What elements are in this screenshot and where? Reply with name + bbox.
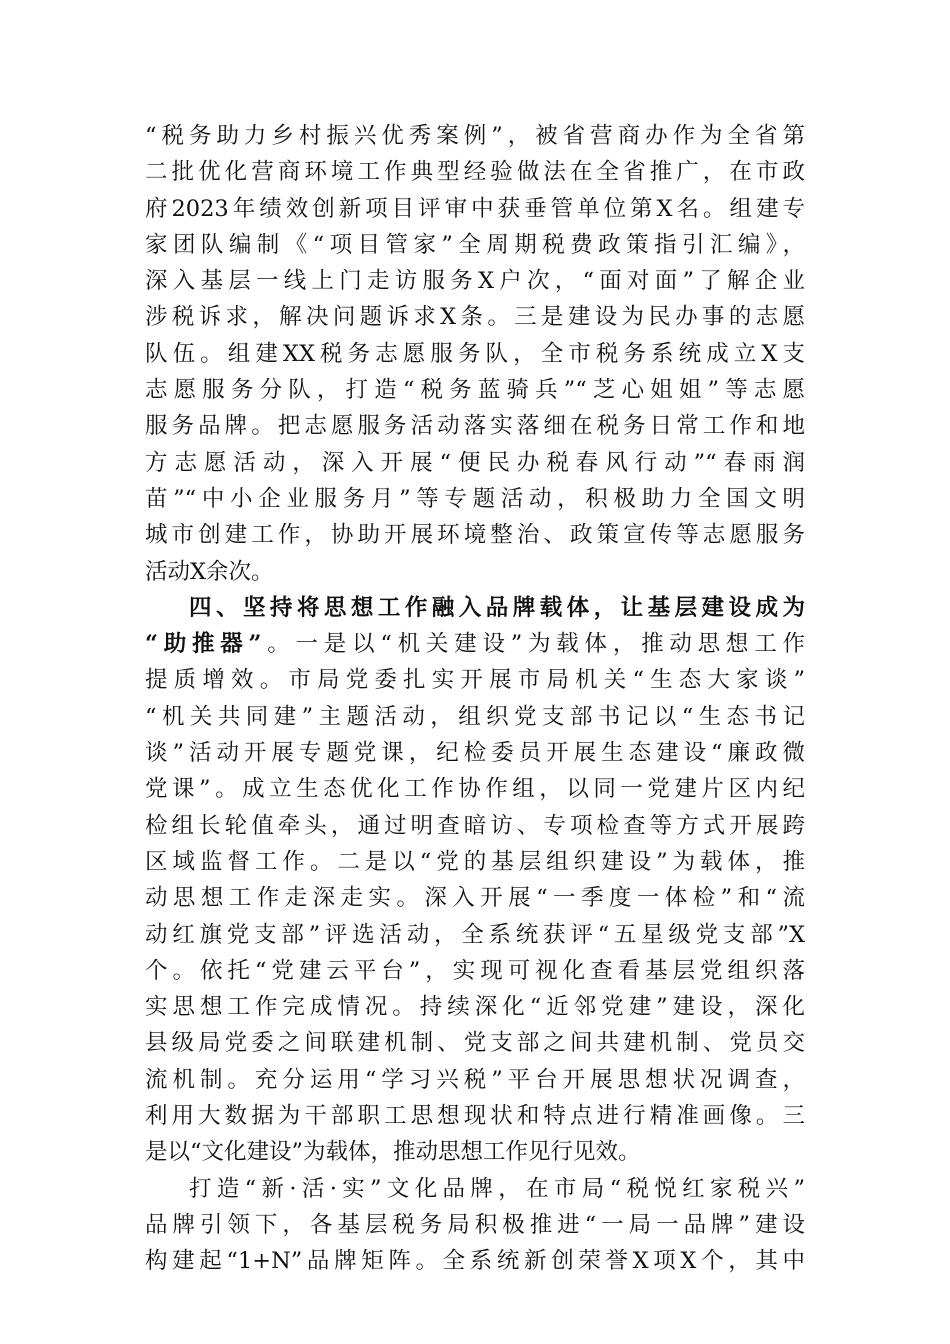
- text-line: 党课”。成立生态优化工作协作组，以同一党建片区内纪: [145, 776, 805, 803]
- section-heading-tail: “助推器”: [145, 631, 262, 658]
- section-heading: 四、坚持将思想工作融入品牌载体，让基层建设成为: [189, 594, 805, 621]
- text-line: 品牌引领下，各基层税务局积极推进“一局一品牌”建设: [145, 1211, 805, 1238]
- text-line: 谈”活动开展专题党课，纪检委员开展生态建设“廉政微: [145, 740, 805, 767]
- paragraph-culture-brand: [145, 1171, 805, 1280]
- text-span: 。一是以“机关建设”为载体，推动思想工作: [261, 631, 805, 658]
- paragraph-volunteer-service: [145, 118, 805, 590]
- paragraph-section-four: [145, 590, 805, 1171]
- text-line: 城市创建工作，协助开展环境整治、政策宣传等志愿服务: [145, 522, 805, 549]
- text-line: 个。依托“党建云平台”，实现可视化查看基层党组织落: [145, 957, 805, 984]
- text-line: 志愿服务分队，打造“税务蓝骑兵”“芝心姐姐”等志愿: [145, 377, 805, 404]
- text-line: 流机制。充分运用“学习兴税”平台开展思想状况调查，: [145, 1066, 805, 1093]
- text-line: 利用大数据为干部职工思想现状和特点进行精准画像。三: [145, 1103, 805, 1130]
- text-line: 苗”“中小企业服务月”等专题活动，积极助力全国文明: [145, 485, 805, 512]
- text-line: 区域监督工作。二是以“党的基层组织建设”为载体，推: [145, 848, 805, 875]
- text-line: 涉税诉求，解决问题诉求X条。三是建设为民办事的志愿: [145, 304, 805, 331]
- text-line: 活动X余次。: [145, 558, 274, 585]
- text-line-heading-continuation: [145, 626, 805, 662]
- text-line: 队伍。组建XX税务志愿服务队，全市税务系统成立X支: [145, 340, 805, 367]
- text-line: 服务品牌。把志愿服务活动落实落细在税务日常工作和地: [145, 413, 805, 440]
- document-page: [145, 118, 805, 1280]
- text-line: 实思想工作完成情况。持续深化“近邻党建”建设，深化: [145, 994, 805, 1021]
- text-line: 深入基层一线上门走访服务X户次，“面对面”了解企业: [145, 268, 805, 295]
- text-line: 检组长轮值牵头，通过明查暗访、专项检查等方式开展跨: [145, 812, 805, 839]
- text-line: 二批优化营商环境工作典型经验做法在全省推广，在市政: [145, 159, 805, 186]
- text-line: “税务助力乡村振兴优秀案例”，被省营商办作为全省第: [145, 123, 805, 149]
- text-line: “机关共同建”主题活动，组织党支部书记以“生态书记: [145, 703, 805, 730]
- text-line: 府2023年绩效创新项目评审中获垂管单位第X名。组建专: [145, 195, 805, 222]
- text-line: 动红旗党支部”评选活动，全系统获评“五星级党支部”X: [145, 921, 805, 948]
- text-line: 打造“新·活·实”文化品牌，在市局“税悦红家税兴”: [189, 1175, 805, 1202]
- text-line: 方志愿活动，深入开展“便民办税春风行动”“春雨润: [145, 449, 805, 476]
- text-line: 是以“文化建设”为载体，推动思想工作见行见效。: [145, 1139, 641, 1166]
- text-line: 家团队编制《“项目管家”全周期税费政策指引汇编》，: [145, 231, 805, 258]
- text-line: 提质增效。市局党委扎实开展市局机关“生态大家谈”: [145, 667, 805, 694]
- text-line: 构建起“1+N”品牌矩阵。全系统新创荣誉X项X个，其中: [145, 1248, 805, 1275]
- text-line: 动思想工作走深走实。深入开展“一季度一体检”和“流: [145, 885, 805, 912]
- text-line: 县级局党委之间联建机制、党支部之间共建机制、党员交: [145, 1030, 805, 1057]
